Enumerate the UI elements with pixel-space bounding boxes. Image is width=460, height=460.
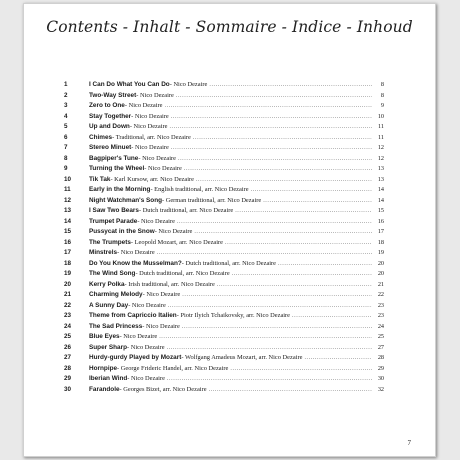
entry-number: 17	[64, 249, 72, 256]
entry-number: 11	[64, 186, 71, 193]
entry-page-number: 29	[377, 364, 384, 372]
song-title: Theme from Capriccio Italien	[89, 312, 177, 319]
dot-leader	[232, 269, 372, 280]
dot-leader	[167, 343, 372, 354]
entry-line	[89, 217, 384, 228]
entry-page-number: 13	[377, 175, 384, 183]
composer-credit: - Leopold Mozart, arr. Nico Dezaire	[130, 238, 223, 246]
entry-page-number: 17	[377, 228, 384, 235]
composer-credit: - George Frideric Handel, arr. Nico Dezaire	[117, 364, 229, 372]
toc-entry	[64, 112, 384, 123]
entry-line	[89, 385, 384, 396]
entry-line	[89, 206, 384, 217]
document-page	[23, 3, 436, 457]
dot-leader	[278, 259, 372, 270]
toc-entry	[64, 101, 384, 112]
entry-page-number: 12	[377, 154, 384, 162]
toc-entry	[64, 91, 384, 102]
song-title: Zero to One	[89, 102, 125, 109]
entry-page-number: 21	[377, 280, 384, 288]
song-title: Iberian Wind	[89, 375, 128, 382]
toc-entry	[64, 196, 384, 207]
toc-entry	[64, 259, 384, 270]
dot-leader	[169, 122, 372, 133]
song-title: Do You Know the Musselman?	[89, 259, 182, 267]
composer-credit: - English traditional, arr. Nico Dezaire	[150, 186, 249, 193]
dot-leader	[178, 154, 372, 165]
entry-page-number: 8	[380, 81, 384, 88]
entry-number: 18	[64, 259, 72, 267]
dot-leader	[157, 248, 372, 259]
toc-entry	[64, 385, 384, 396]
composer-credit: - Nico Dezaire	[144, 165, 182, 172]
entry-line	[89, 290, 384, 301]
entry-line	[89, 280, 384, 291]
entry-number: 27	[64, 354, 72, 361]
composer-credit: - Nico Dezaire	[138, 154, 176, 162]
entry-line	[89, 269, 384, 280]
dot-leader	[251, 185, 372, 196]
entry-line	[89, 343, 384, 354]
toc-entry	[64, 80, 384, 91]
entry-number: 9	[64, 165, 68, 172]
song-title: Tik Tak	[89, 175, 111, 183]
dot-leader	[217, 280, 372, 291]
entry-line	[89, 143, 384, 154]
entry-page-number: 12	[377, 144, 384, 151]
dot-leader	[182, 290, 372, 301]
song-title: Blue Eyes	[89, 333, 120, 340]
entry-line	[89, 185, 384, 196]
entry-line	[89, 122, 384, 133]
toc-entry	[64, 280, 384, 291]
entry-page-number: 19	[377, 249, 384, 256]
composer-credit: - Nico Dezaire	[117, 249, 155, 256]
composer-credit: - Karl Kursow, arr. Nico Dezaire	[110, 175, 194, 183]
song-title: Kerry Polka	[89, 280, 125, 288]
song-title: Up and Down	[89, 123, 130, 130]
composer-credit: - Wolfgang Amadeus Mozart, arr. Nico Dezaire	[181, 354, 303, 361]
entry-number: 26	[64, 343, 72, 351]
entry-number: 24	[64, 322, 72, 330]
dot-leader	[171, 143, 372, 154]
composer-credit: - Dutch traditional, arr. Nico Dezaire	[181, 259, 277, 267]
composer-credit: - Nico Dezaire	[131, 112, 169, 120]
toc-entry	[64, 238, 384, 249]
toc-entry	[64, 122, 384, 133]
toc-entry	[64, 143, 384, 154]
entry-page-number: 15	[377, 207, 384, 214]
song-title: Hornpipe	[89, 364, 118, 372]
composer-credit: - German traditional, arr. Nico Dezaire	[162, 196, 262, 204]
toc-entry	[64, 227, 384, 238]
song-title: A Sunny Day	[89, 301, 129, 309]
composer-credit: - Nico Dezaire	[127, 343, 165, 351]
dot-leader	[292, 311, 372, 322]
dot-leader	[209, 80, 372, 91]
entry-number: 21	[64, 291, 72, 298]
entry-number: 1	[64, 81, 68, 88]
entry-page-number: 30	[377, 375, 384, 382]
song-title: Farandole	[89, 385, 120, 393]
entry-line	[89, 259, 384, 270]
composer-credit: - Traditional, arr. Nico Dezaire	[112, 133, 191, 141]
dot-leader	[182, 322, 372, 333]
song-title: Chimes	[89, 133, 113, 141]
composer-credit: - Nico Dezaire	[129, 123, 168, 130]
dot-leader	[177, 217, 372, 228]
song-title: Minstrels	[89, 249, 118, 256]
dot-leader	[159, 332, 372, 343]
composer-credit: - Nico Dezaire	[127, 375, 165, 382]
dot-leader	[167, 374, 372, 385]
entry-line	[89, 164, 384, 175]
entry-page-number: 25	[377, 333, 384, 340]
entry-line	[89, 154, 384, 165]
song-title: I Saw Two Bears	[89, 207, 139, 214]
dot-leader	[263, 196, 372, 207]
entry-number: 2	[64, 91, 68, 99]
entry-page-number: 9	[380, 102, 384, 109]
dot-leader	[304, 353, 372, 364]
entry-number: 15	[64, 228, 72, 235]
song-title: Stereo Minuet	[89, 144, 132, 151]
entry-line	[89, 332, 384, 343]
entry-number: 14	[64, 217, 72, 225]
entry-line	[89, 364, 384, 375]
entry-line	[89, 175, 384, 186]
song-title: The Sad Princess	[89, 322, 143, 330]
toc-entry	[64, 217, 384, 228]
entry-page-number: 11	[378, 123, 384, 130]
entry-line	[89, 133, 384, 144]
dot-leader	[165, 101, 373, 112]
song-title: Stay Together	[89, 112, 132, 120]
song-title: Charming Melody	[89, 291, 143, 298]
dot-leader	[196, 175, 372, 186]
composer-credit: - Nico Dezaire	[154, 228, 193, 235]
entry-line	[89, 196, 384, 207]
entry-page-number: 20	[377, 270, 384, 277]
entry-line	[89, 91, 384, 102]
entry-page-number: 14	[377, 186, 384, 193]
composer-credit: - Piotr Ilyich Tchaikovsky, arr. Nico Dezaire	[176, 312, 291, 319]
toc-entry	[64, 343, 384, 354]
composer-credit: - Nico Dezaire	[137, 217, 175, 225]
dot-leader	[168, 301, 372, 312]
entry-number: 6	[64, 133, 68, 141]
toc-entry	[64, 175, 384, 186]
entry-line	[89, 311, 384, 322]
entry-number: 23	[64, 312, 72, 319]
composer-credit: - Nico Dezaire	[128, 301, 166, 309]
entry-page-number: 24	[377, 322, 384, 330]
entry-number: 5	[64, 123, 68, 130]
toc-entry	[64, 290, 384, 301]
song-title: The Wind Song	[89, 270, 136, 277]
page-number: 7	[407, 439, 411, 447]
entry-page-number: 14	[377, 196, 384, 204]
entry-page-number: 32	[377, 385, 384, 393]
toc-entry	[64, 322, 384, 333]
dot-leader	[176, 91, 372, 102]
toc-entry	[64, 374, 384, 385]
toc-entry	[64, 332, 384, 343]
entry-line	[89, 227, 384, 238]
entry-page-number: 16	[377, 217, 384, 225]
entry-number: 4	[64, 112, 68, 120]
entry-number: 16	[64, 238, 72, 246]
song-title: I Can Do What You Can Do	[89, 81, 170, 88]
composer-credit: - Dutch traditional, arr. Nico Dezaire	[135, 270, 230, 277]
entry-number: 7	[64, 144, 68, 151]
song-title: Night Watchman's Song	[89, 196, 162, 204]
table-of-contents	[64, 80, 384, 395]
toc-entry	[64, 364, 384, 375]
composer-credit: - Nico Dezaire	[142, 322, 180, 330]
entry-page-number: 28	[377, 354, 384, 361]
song-title: Pussycat in the Snow	[89, 228, 155, 235]
song-title: Early in the Morning	[89, 186, 151, 193]
page-title: Contents - Inhalt - Sommaire - Indice - Inhoud	[46, 18, 413, 36]
dot-leader	[225, 238, 372, 249]
entry-line	[89, 112, 384, 123]
composer-credit: - Irish traditional, arr. Nico Dezaire	[124, 280, 215, 288]
song-title: Turning the Wheel	[89, 165, 145, 172]
dot-leader	[209, 385, 372, 396]
entry-number: 8	[64, 154, 68, 162]
entry-page-number: 13	[377, 165, 384, 172]
song-title: Super Sharp	[89, 343, 127, 351]
entry-line	[89, 101, 384, 112]
entry-page-number: 27	[377, 343, 384, 351]
toc-entry	[64, 154, 384, 165]
entry-number: 28	[64, 364, 72, 372]
entry-page-number: 11	[378, 133, 384, 141]
entry-number: 25	[64, 333, 72, 340]
song-title: The Trumpets	[89, 238, 131, 246]
dot-leader	[235, 206, 372, 217]
toc-entry	[64, 206, 384, 217]
dot-leader	[194, 227, 372, 238]
entry-line	[89, 301, 384, 312]
entry-number: 30	[64, 385, 72, 393]
composer-credit: - Dutch traditional, arr. Nico Dezaire	[138, 207, 234, 214]
entry-number: 19	[64, 270, 72, 277]
dot-leader	[230, 364, 372, 375]
toc-entry	[64, 301, 384, 312]
entry-page-number: 23	[377, 312, 384, 319]
entry-number: 10	[64, 175, 72, 183]
toc-entry	[64, 311, 384, 322]
entry-number: 29	[64, 375, 72, 382]
entry-number: 3	[64, 102, 68, 109]
composer-credit: - Nico Dezaire	[142, 291, 181, 298]
composer-credit: - Nico Dezaire	[131, 144, 169, 151]
composer-credit: - Nico Dezaire	[169, 81, 208, 88]
entry-line	[89, 322, 384, 333]
entry-line	[89, 80, 384, 91]
entry-line	[89, 374, 384, 385]
composer-credit: - Nico Dezaire	[119, 333, 158, 340]
dot-leader	[184, 164, 372, 175]
entry-page-number: 10	[377, 112, 384, 120]
composer-credit: - Nico Dezaire	[136, 91, 174, 99]
song-title: Two-Way Street	[89, 91, 137, 99]
toc-entry	[64, 248, 384, 259]
song-title: Hurdy-gurdy Played by Mozart	[89, 354, 182, 361]
entry-page-number: 23	[377, 301, 384, 309]
toc-entry	[64, 269, 384, 280]
entry-line	[89, 238, 384, 249]
song-title: Trumpet Parade	[89, 217, 138, 225]
toc-entry	[64, 353, 384, 364]
toc-entry	[64, 185, 384, 196]
entry-number: 20	[64, 280, 72, 288]
entry-line	[89, 248, 384, 259]
composer-credit: - Nico Dezaire	[124, 102, 163, 109]
toc-entry	[64, 133, 384, 144]
entry-page-number: 8	[380, 91, 384, 99]
entry-page-number: 22	[377, 291, 384, 298]
song-title: Bagpiper's Tune	[89, 154, 139, 162]
entry-number: 12	[64, 196, 72, 204]
entry-number: 22	[64, 301, 72, 309]
entry-page-number: 18	[377, 238, 384, 246]
dot-leader	[193, 133, 372, 144]
toc-entry	[64, 164, 384, 175]
entry-line	[89, 353, 384, 364]
composer-credit: - Georges Bizet, arr. Nico Dezaire	[119, 385, 207, 393]
dot-leader	[171, 112, 372, 123]
entry-number: 13	[64, 207, 72, 214]
entry-page-number: 20	[377, 259, 384, 267]
